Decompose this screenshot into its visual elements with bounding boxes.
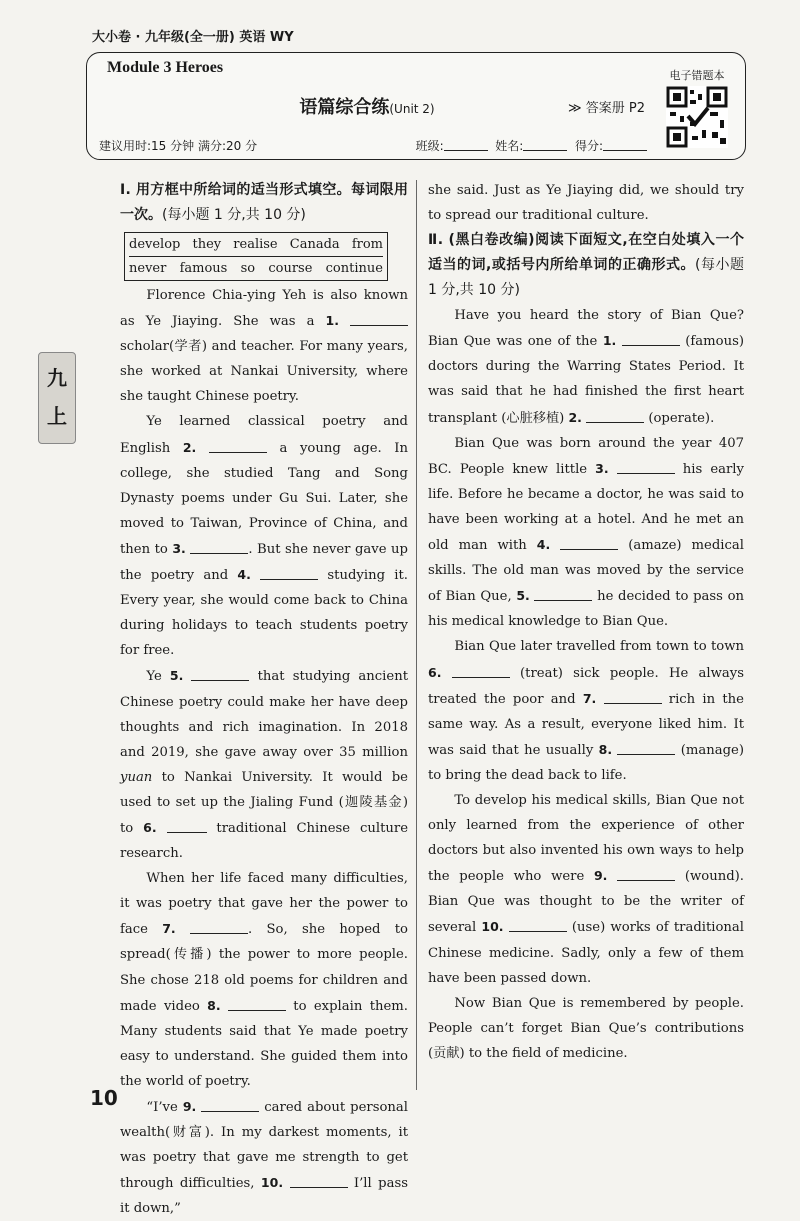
word-item: they	[192, 237, 222, 252]
time-and-score-info: 建议用时:15 分钟 满分:20 分	[99, 139, 258, 153]
blank-number: 9.	[593, 868, 608, 884]
passage2-paragraph: To develop his medical skills, Bian Que not only learned from the experience of other doctors but also invented his own ways to help the people who were 9. (wound). Bian Que was thought to be the writer of several 10. (use) works of traditional Chinese medicine. Sadly, only a few of them have been passed down.	[428, 792, 745, 986]
answer-blank[interactable]	[586, 409, 644, 422]
answer-blank[interactable]	[191, 668, 249, 681]
answer-blank[interactable]	[209, 439, 267, 452]
answer-blank[interactable]	[622, 333, 680, 346]
word-item: so	[240, 261, 256, 276]
blank-number: 8.	[598, 741, 613, 757]
answer-blank[interactable]	[260, 567, 318, 580]
fill-fields	[416, 137, 647, 154]
answer-blank[interactable]	[190, 921, 248, 934]
passage1-paragraph: When her life faced many difficulties, it was poetry that gave her the power to face 7. . So, she hoped to spread(传播) the power to more people. She chose 218 old poems for children and made video 8. to explain them. Many students said that Ye made poetry easy to understand. She guided them into the world of poetry.	[120, 871, 408, 1089]
side-tab-line2: 上	[47, 404, 67, 428]
header-box	[86, 52, 746, 160]
right-column	[428, 178, 744, 1066]
passage2-paragraph: Now Bian Que is remembered by people. People can’t forget Bian Que’s contributions (贡献) to the field of medicine.	[428, 995, 744, 1061]
word-item: famous	[179, 261, 228, 276]
lesson-title	[87, 93, 647, 119]
blank-number: 7.	[582, 690, 597, 706]
qr-code-area[interactable]	[655, 67, 739, 155]
blank-number: 3.	[172, 540, 186, 556]
answer-blank[interactable]	[617, 868, 675, 881]
word-item: from	[351, 237, 383, 252]
section1-instruction: Ⅰ. 用方框中所给词的适当形式填空。每词限用一次。	[120, 182, 408, 223]
answer-blank[interactable]	[190, 541, 248, 554]
blank-number: 9.	[182, 1099, 197, 1114]
answer-reference: ≫ 答案册 P2	[568, 101, 645, 116]
qr-code-icon	[666, 86, 728, 148]
blank-number: 4.	[237, 567, 251, 583]
score-blank[interactable]	[603, 139, 647, 151]
qr-label: 电子错题本	[669, 69, 725, 82]
name-blank[interactable]	[523, 139, 567, 151]
answer-blank[interactable]	[617, 461, 675, 474]
answer-blank[interactable]	[167, 820, 207, 833]
section1-title	[120, 178, 408, 228]
word-item: realise	[233, 237, 278, 252]
page-number: 10	[90, 1086, 118, 1110]
answer-blank[interactable]	[228, 997, 286, 1010]
blank-number: 2.	[182, 439, 197, 455]
book-series-tag: 大小卷 · 九年级(全一册) 英语 WY	[92, 30, 294, 45]
class-label: 班级:	[415, 139, 444, 153]
blank-number: 7.	[162, 921, 176, 937]
passage1-continuation: she said. Just as Ye Jiaying did, we should try to spread our traditional culture.	[428, 183, 744, 224]
left-column	[120, 178, 408, 1221]
lesson-title-unit: (Unit 2)	[389, 102, 435, 116]
meta-row	[99, 137, 647, 154]
blank-number: 10.	[260, 1175, 284, 1191]
passage1-paragraph: Florence Chia-ying Yeh is also known as Ye Jiaying. She was a 1. scholar(学者) and teacher. For many years, she worked at Nankai University, where she taught Chinese poetry.	[120, 288, 408, 405]
lesson-title-main: 语篇综合练	[299, 97, 390, 118]
passage2-paragraph: Bian Que later travelled from town to town 6. (treat) sick people. He always treated the poor and 7. rich in the same way. As a result, everyone liked him. It was said that he usually 8. (manage) to bring the dead back to life.	[428, 639, 745, 783]
blank-number: 10.	[481, 919, 504, 935]
passage2-paragraph: Have you heard the story of Bian Que? Bian Que was one of the 1. (famous) doctors during the Warring States Period. It was said that he had finished the first heart transplant (心脏移植) 2. (operate).	[428, 308, 744, 426]
passage2-paragraph: Bian Que was born around the year 407 BC. People knew little 3. his early life. Before he became a doctor, he was said to have been working at a hotel. And he met an old man with 4. (amaze) medical skills. The old man was moved by the service of Bian Que, 5. he decided to pass on his medical knowledge to Bian Que.	[428, 435, 745, 630]
word-box-row	[129, 257, 383, 280]
answer-blank[interactable]	[452, 664, 510, 677]
answer-blank[interactable]	[604, 690, 662, 703]
answer-blank[interactable]	[350, 313, 408, 326]
section1-points: (每小题 1 分,共 10 分)	[162, 207, 306, 223]
blank-number: 8.	[207, 997, 221, 1013]
grade-side-tab	[38, 352, 76, 444]
class-blank[interactable]	[444, 139, 488, 151]
blank-number: 5.	[516, 588, 530, 604]
side-tab-line1: 九	[47, 366, 67, 390]
blank-number: 5.	[169, 668, 184, 684]
word-item: Canada	[289, 237, 340, 252]
answer-blank[interactable]	[290, 1175, 348, 1188]
blank-number: 2.	[568, 409, 582, 425]
answer-blank[interactable]	[617, 742, 675, 755]
section2-title	[428, 228, 744, 303]
word-item: course	[268, 261, 313, 276]
blank-number: 6.	[143, 819, 157, 835]
word-item: develop	[129, 237, 181, 252]
passage1-paragraph: Ye 5. that studying ancient Chinese poetry could make her have deep thoughts and rich imagination. In 2018 and 2019, she gave away over 35 million yuan to Nankai University. It would be used to set up the Jialing Fund (迦陵基金) to 6. traditional Chinese culture research.	[120, 668, 408, 862]
passage1-paragraph: Ye learned classical poetry and English 2. a young age. In college, she studied Tang and Song Dynasty poems under Gu Sui. Later, she moved to Taiwan, Province of China, and then to 3. . But she never gave up the poetry and 4. studying it. Every year, she would come back to China during holidays to teach students poetry for free.	[120, 414, 408, 659]
name-label: 姓名:	[495, 139, 524, 153]
blank-number: 1.	[602, 333, 617, 349]
answer-blank[interactable]	[534, 588, 592, 601]
word-box-row	[129, 233, 383, 257]
blank-number: 3.	[595, 460, 609, 476]
word-box	[124, 232, 388, 281]
section2-points: (每小题 1 分,共 10 分)	[428, 257, 744, 299]
answer-blank[interactable]	[509, 919, 567, 932]
module-title: Module 3 Heroes	[103, 59, 227, 77]
word-item: never	[129, 261, 167, 276]
passage1-paragraph: “I’ve 9. cared about personal wealth(财富). In my darkest moments, it was poetry that gave me strength to get through difficulties, 10. I’ll pass it down,”	[120, 1099, 408, 1217]
answer-blank[interactable]	[201, 1099, 259, 1112]
column-divider	[416, 180, 417, 1090]
word-item: continue	[325, 261, 383, 276]
section2-instruction: Ⅱ. (黑白卷改编)阅读下面短文,在空白处填入一个适当的词,或括号内所给单词的正确形式。	[428, 232, 744, 274]
blank-number: 1.	[325, 313, 339, 329]
answer-blank[interactable]	[560, 537, 618, 550]
score-label: 得分:	[574, 139, 603, 153]
blank-number: 6.	[428, 664, 442, 680]
blank-number: 4.	[536, 537, 551, 553]
